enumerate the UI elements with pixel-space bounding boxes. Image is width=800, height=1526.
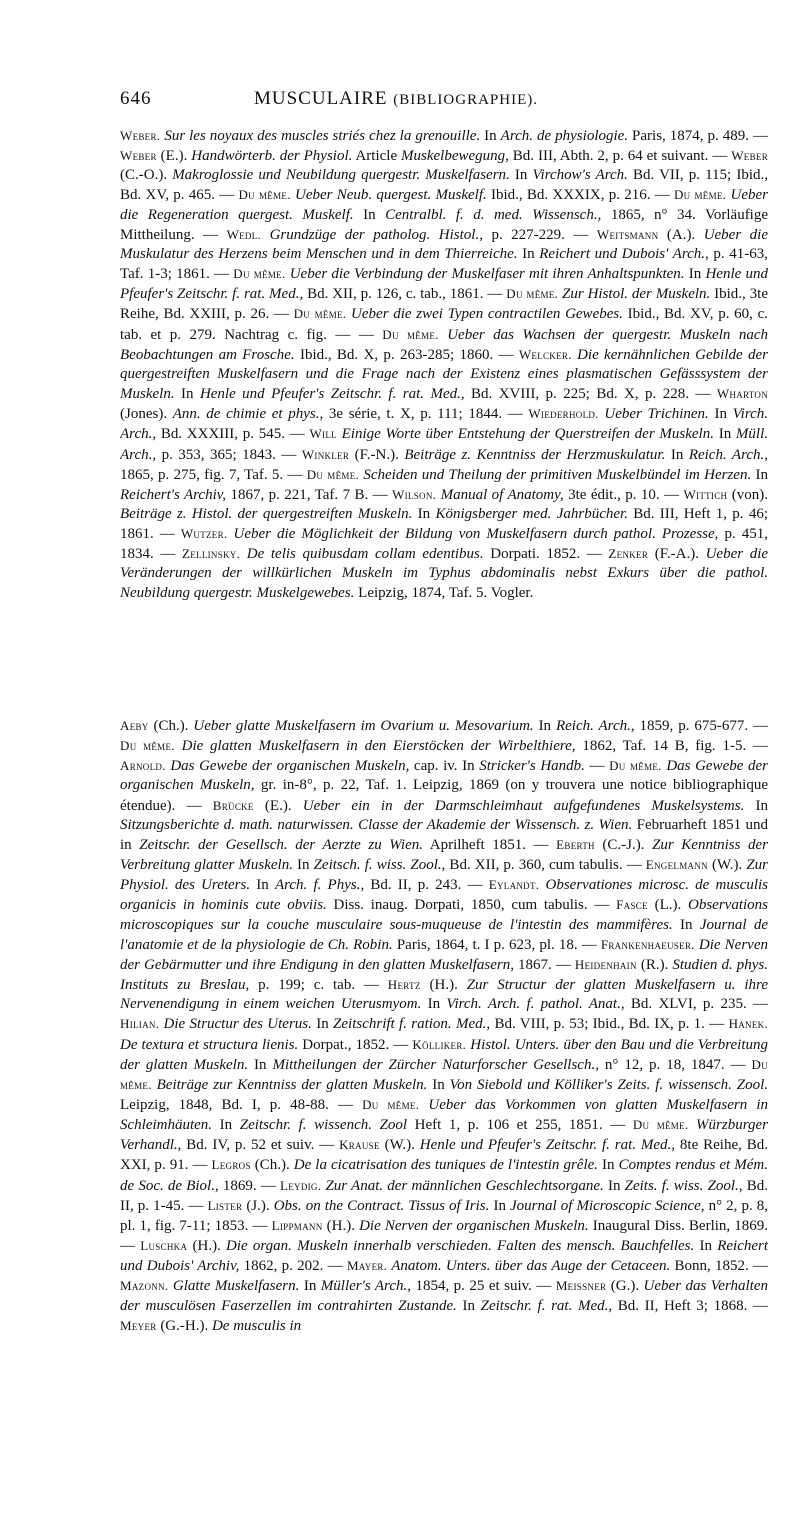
citation-text: 3te édit., p. 10. — bbox=[563, 486, 684, 503]
citation-text: (C.-J.). bbox=[594, 836, 653, 853]
citation-text: Dorpati. 1852. — bbox=[483, 546, 609, 563]
author-name: Kölliker. bbox=[412, 1036, 467, 1052]
author-name: Wharton bbox=[716, 386, 768, 402]
citation-text: (J.). bbox=[242, 1197, 274, 1214]
citation-title: Journal of Microscopic Science, bbox=[510, 1197, 705, 1214]
citation-title: Grundzüge der patholog. Histol., bbox=[261, 226, 483, 243]
author-name: Hilian. bbox=[120, 1016, 160, 1032]
author-name: Welcker. bbox=[518, 346, 572, 362]
author-name: Meissner bbox=[555, 1278, 607, 1294]
page-number: 646 bbox=[120, 88, 152, 109]
citation-text: In bbox=[744, 797, 768, 814]
citation-title: Die Nerven der Gebärmutter und ihre Endigung in den glatten Muskelfasern, bbox=[120, 936, 768, 973]
citation-text: 3e série, t. X, p. 111; 1844. — bbox=[323, 406, 529, 423]
citation-title: Zeits. f. wiss. Zool., bbox=[624, 1177, 743, 1194]
citation-text: p. 199; c. tab. — bbox=[249, 977, 388, 994]
citation-text: 1859, p. 675-677. — bbox=[634, 718, 768, 734]
citation-title: Scheiden und Theilung der primitiven Muskelbündel im Herzen. bbox=[359, 466, 752, 483]
citation-text: In bbox=[713, 426, 736, 443]
citation-text: In bbox=[708, 406, 733, 423]
citation-text: Inaugural Diss. Berlin, 1869. — bbox=[120, 1217, 768, 1255]
citation-text: Leipzig, 1848, Bd. I, p. 48-88. — bbox=[120, 1096, 363, 1113]
citation-text: Ibid., Bd. X, p. 263-285; 1860. — bbox=[294, 346, 519, 363]
citation-text: (F.-N.). bbox=[349, 446, 405, 463]
author-name: Krause bbox=[339, 1137, 380, 1153]
author-name: Weber bbox=[120, 148, 157, 164]
bibliography-block-smooth-muscle bbox=[120, 716, 768, 1506]
citation-title: Sitzungsberichte d. math. naturwissen. Classe der Akademie der Wissensch. z. Wien. bbox=[120, 816, 633, 833]
citation-title: Handwörterb. der Physiol. bbox=[191, 148, 353, 165]
citation-text: Bd. XLVI, p. 235. — bbox=[624, 996, 768, 1013]
citation-title: Studien d. phys. Instituts zu Breslau, bbox=[120, 956, 768, 994]
citation-title: Ueber die Muskulatur des Herzens beim Menschen und in dem Thierreiche. bbox=[120, 226, 768, 262]
citation-text: In bbox=[598, 1157, 619, 1174]
citation-title: Muskelbewegung, bbox=[401, 148, 509, 165]
citation-text: In bbox=[517, 245, 540, 262]
citation-text: Bd. VII, p. 115; Ibid., Bd. XV, p. 465. — bbox=[120, 167, 768, 204]
citation-text: Bd. II, p. 1-45. — bbox=[120, 1177, 768, 1214]
citation-title: De musculis in bbox=[211, 1317, 302, 1334]
citation-title: Reich. Arch., bbox=[688, 446, 768, 463]
citation-text: In bbox=[751, 466, 768, 483]
citation-title: Obs. on the Contract. Tissus of Iris. bbox=[273, 1197, 490, 1214]
citation-text: Paris, 1874, p. 489. — bbox=[628, 128, 768, 144]
citation-title: Beiträge zur Kenntniss der glatten Muskeln. bbox=[151, 1076, 428, 1093]
citation-text: In bbox=[665, 446, 689, 463]
section-subtitle: (BIBLIOGRAPHIE). bbox=[393, 92, 539, 108]
author-name: Du même. bbox=[120, 738, 175, 754]
author-name: Arnold. bbox=[120, 758, 166, 774]
citation-title: Ueber das Verhalten der musculösen Faserzellen im contrahirten Zustande. bbox=[120, 1278, 768, 1314]
author-name: Du même. bbox=[238, 187, 291, 203]
citation-text: n° 2, p. 8, pl. 1, fig. 7-11; 1853. — bbox=[120, 1197, 768, 1234]
author-name: Du même. bbox=[306, 466, 360, 482]
citation-text: Diss. inaug. Dorpati, 1850, cum tabulis. — bbox=[326, 897, 617, 914]
citation-text: Ibid., Bd. XXXIX, p. 216. — bbox=[486, 187, 674, 204]
citation-text: In bbox=[489, 1197, 511, 1214]
author-name: Will bbox=[309, 426, 337, 442]
citation-title: De textura et structura lienis. bbox=[120, 1036, 299, 1053]
citation-text: Bd. XII, p. 360, cum tabulis. — bbox=[445, 857, 646, 874]
author-name: Du même. bbox=[120, 1056, 768, 1092]
citation-text: 1867. — bbox=[513, 956, 575, 973]
citation-title: Ann. de chimie et phys., bbox=[172, 406, 324, 423]
citation-text: (Ch.). bbox=[148, 718, 194, 734]
author-name: Hertz bbox=[387, 977, 421, 993]
citation-text: (G.-H.). bbox=[156, 1317, 212, 1334]
author-name: Wiederhold. bbox=[528, 406, 599, 422]
citation-text: Dorpat., 1852. — bbox=[298, 1036, 413, 1053]
author-name: Du même. bbox=[506, 286, 559, 302]
citation-title: Virch. Arch. f. pathol. Anat., bbox=[446, 996, 625, 1013]
citation-title: Ueber die Veränderungen der willkürlichen Muskeln im Typhus abdominalis nebst Exkurs über die pathol. Neubildung quergestr. Muskelgewebes. bbox=[120, 546, 768, 601]
citation-title: Zeitschrift f. ration. Med., bbox=[333, 1016, 491, 1033]
citation-text: 1869. — bbox=[218, 1177, 280, 1194]
citation-text: In bbox=[311, 1016, 334, 1033]
citation-text: 1862, Taf. 14 B, fig. 1-5. — bbox=[575, 738, 768, 755]
citation-text: In bbox=[533, 718, 556, 734]
citation-text: In bbox=[672, 916, 700, 933]
citation-title: Ueber die Regeneration quergest. Muskelf. bbox=[120, 187, 768, 223]
citation-title: Manual of Anatomy, bbox=[436, 486, 564, 503]
author-name: Zenker bbox=[608, 546, 649, 562]
citation-title: Reich. Arch., bbox=[555, 718, 635, 734]
citation-title: De la cicatrisation des tuniques de l'intestin grêle. bbox=[293, 1157, 599, 1174]
citation-text: (A.). bbox=[658, 226, 704, 243]
citation-text: p. 451, 1834. — bbox=[120, 526, 768, 563]
citation-title: Zur Histol. der Muskeln. bbox=[558, 286, 711, 303]
author-name: Hanek. bbox=[728, 1016, 768, 1032]
citation-title: Zeitsch. f. wiss. Zool., bbox=[313, 857, 446, 874]
citation-text: Bd. XXXIII, p. 545. — bbox=[156, 426, 310, 443]
author-name: Aeby bbox=[120, 718, 149, 733]
author-name: Lippmann bbox=[271, 1217, 323, 1233]
author-name: Lister bbox=[207, 1197, 243, 1213]
page-title bbox=[254, 88, 538, 110]
citation-text: Ibid., 3te Reihe, Bd. XXIII, p. 26. — bbox=[120, 286, 768, 323]
author-name: Wutzer. bbox=[180, 526, 228, 542]
citation-title: De telis quibusdam collam edentibus. bbox=[240, 546, 484, 563]
author-name: Frankenhaeuser. bbox=[600, 936, 695, 952]
citation-title: Ueber die Möglichkeit der Bildung von Muskelfasern durch pathol. Prozesse, bbox=[227, 526, 719, 543]
citation-text: Bd. II, Heft 3; 1868. — bbox=[612, 1297, 768, 1314]
citation-title: Die Structur des Uterus. bbox=[159, 1016, 312, 1033]
citation-title: Makroglossie und Neubildung quergestr. Muskelfasern. bbox=[172, 167, 510, 184]
citation-title: Die kernähnlichen Gebilde der quergestreiften Muskelfasern und die Frage nach der Existenz eines plasmatischen Gefässsystem der Muskeln. bbox=[120, 346, 768, 403]
citation-text: In bbox=[603, 1177, 625, 1194]
citation-title: Zeitschr. f. wissench. Zool bbox=[239, 1117, 408, 1134]
author-name: Weber bbox=[731, 148, 768, 164]
citation-title: Arch. de physiologie. bbox=[500, 128, 629, 144]
citation-text: 1865, p. 275, fig. 7, Taf. 5. — bbox=[120, 466, 307, 483]
citation-title: Arch. f. Phys., bbox=[274, 877, 365, 894]
citation-text: In bbox=[353, 206, 386, 223]
citation-text: In bbox=[412, 505, 436, 522]
citation-title: Würzburger Verhandl., bbox=[120, 1117, 768, 1154]
citation-title: Histol. Unters. über den Bau und die Verbreitung der glatten Muskeln. bbox=[120, 1036, 768, 1073]
author-name: Eylandt. bbox=[488, 877, 540, 893]
citation-title: Mittheilungen der Zürcher Naturforscher Gesellsch., bbox=[272, 1056, 599, 1073]
citation-title: Observations microscopiques sur la couche musculaire sous-muqueuse de l'intestin des mammifères. bbox=[120, 897, 768, 933]
citation-title: Zur Kenntniss der Verbreitung glatter Muskeln. bbox=[120, 836, 768, 874]
citation-text: (Jones). bbox=[120, 406, 173, 423]
citation-title: Ueber Trichinen. bbox=[598, 406, 709, 423]
citation-title: Die glatten Muskelfasern in den Eierstöcken der Wirbelthiere, bbox=[174, 738, 576, 755]
citation-text: In bbox=[292, 857, 314, 874]
citation-text: Heft 1, p. 106 et 255, 1851. — bbox=[407, 1117, 633, 1134]
citation-text: In bbox=[427, 1076, 450, 1093]
citation-title: Das Gewebe der organischen Muskeln, bbox=[120, 758, 768, 794]
citation-title: Beiträge z. Histol. der quergestreiften Muskeln. bbox=[120, 505, 413, 522]
citation-text: Februarheft 1851 und in bbox=[120, 816, 768, 853]
citation-text: 8te Reihe, Bd. XXI, p. 91. — bbox=[120, 1137, 768, 1174]
author-name: Legros bbox=[211, 1157, 251, 1173]
citation-title: Ueber glatte Muskelfasern im Ovarium u. Mesovarium. bbox=[193, 718, 534, 734]
citation-title: Die organ. Muskeln innerhalb verschieden. Falten des mensch. Bauchfelles. bbox=[226, 1238, 695, 1255]
citation-title: Beiträge z. Kenntniss der Herzmuskulatur. bbox=[404, 446, 666, 463]
citation-text: (W.). bbox=[379, 1137, 420, 1154]
citation-text: In bbox=[299, 1278, 321, 1295]
citation-title: Ueber das Vorkommen von glatten Muskelfasern in Schleimhäuten. bbox=[120, 1096, 768, 1134]
citation-title: Einige Worte über Entstehung der Querstreifen der Muskeln. bbox=[336, 426, 714, 443]
citation-text: (H.). bbox=[322, 1217, 360, 1234]
citation-text: n° 12, p. 18, 1847. — bbox=[598, 1056, 752, 1073]
author-name: Du même. bbox=[609, 758, 662, 774]
citation-text: In bbox=[250, 877, 275, 894]
author-name: Meyer bbox=[120, 1317, 157, 1333]
citation-text: Article bbox=[352, 148, 402, 165]
author-name: Mazonn. bbox=[120, 1278, 169, 1294]
citation-title: Centralbl. f. d. med. Wissensch., bbox=[385, 206, 602, 223]
citation-title: Müll. Arch., bbox=[120, 426, 768, 463]
citation-text: (C.-O.). bbox=[120, 167, 173, 184]
citation-text: Bd. XII, p. 126, c. tab., 1861. — bbox=[303, 286, 507, 303]
author-name: Leydig. bbox=[280, 1177, 322, 1193]
citation-text: Aprilheft 1851. — bbox=[423, 836, 557, 853]
author-name: Weitsmann bbox=[596, 226, 659, 242]
citation-text: (F.-A.). bbox=[648, 546, 706, 563]
citation-title: Journal de l'anatomie et de la physiologie de Ch. Robin. bbox=[120, 916, 768, 953]
citation-title: Reichert's Archiv, bbox=[120, 486, 227, 503]
citation-text: Leipzig, 1874, Taf. 5. Vogler. bbox=[354, 584, 534, 601]
citation-text: In bbox=[509, 167, 533, 184]
citation-text: 1865, n° 34. Vorläufige Mittheilung. — bbox=[120, 206, 768, 243]
citation-title: Ueber Neub. quergest. Muskelf. bbox=[290, 187, 487, 204]
citation-text: (E.). bbox=[253, 797, 303, 814]
citation-title: Königsberger med. Jahrbücher. bbox=[435, 505, 628, 522]
citation-text: 1862, p. 202. — bbox=[239, 1258, 347, 1275]
citation-title: Die Nerven der organischen Muskeln. bbox=[359, 1217, 589, 1234]
citation-title: Zeitschr. f. rat. Med., bbox=[480, 1297, 613, 1314]
citation-text: Bd. VIII, p. 53; Ibid., Bd. IX, p. 1. — bbox=[490, 1016, 729, 1033]
citation-title: Reichert und Dubois' Archiv, bbox=[120, 1238, 768, 1275]
citation-title: Ueber das Wachsen der quergestr. Muskeln nach Beobachtungen am Frosche. bbox=[120, 326, 768, 363]
citation-text: In bbox=[456, 1297, 481, 1314]
citation-text: (Ch.). bbox=[250, 1157, 294, 1174]
citation-text: (H.). bbox=[420, 977, 467, 994]
section-title: MUSCULAIRE bbox=[254, 88, 388, 109]
author-name: Du même. bbox=[233, 266, 286, 282]
citation-text: In bbox=[212, 1117, 240, 1134]
citation-title: Sur les noyaux des muscles striés chez la grenouille. bbox=[160, 128, 481, 144]
citation-title: Henle und Pfeufer's Zeitschr. f. rat. Med., bbox=[199, 386, 465, 403]
author-name: Eberth bbox=[556, 836, 595, 852]
citation-title: Müller's Arch., bbox=[320, 1278, 411, 1295]
citation-text: Bd. III, Heft 1, p. 46; 1861. — bbox=[120, 505, 768, 543]
author-name: Wedl. bbox=[226, 226, 262, 242]
citation-title: Zur Structur der glatten Muskelfasern u. ihre Nervenendigung in einem weichen Uterusmyom. bbox=[120, 977, 768, 1013]
citation-title: Virchow's Arch. bbox=[532, 167, 628, 184]
citation-title: Ueber die Verbindung der Muskelfaser mit ihren Anhaltspunkten. bbox=[285, 266, 685, 283]
citation-text: Ibid., Bd. XV, p. 60, c. tab. et p. 279. Nachtrag c. fig. — — bbox=[120, 306, 768, 343]
citation-text: Bd. III, Abth. 2, p. 64 et suivant. — bbox=[508, 148, 732, 165]
author-name: Du même. bbox=[673, 187, 727, 203]
author-name: Luschka bbox=[140, 1238, 188, 1254]
citation-text: p. 353, 365; 1843. — bbox=[156, 446, 302, 463]
citation-text: cap. iv. In bbox=[409, 758, 480, 775]
author-name: Zellinsky. bbox=[181, 546, 241, 562]
citation-text: In bbox=[174, 386, 200, 403]
author-name: Mayer. bbox=[346, 1258, 388, 1274]
citation-text: In bbox=[684, 266, 706, 283]
citation-text: (W.). bbox=[707, 857, 747, 874]
citation-title: Reichert und Dubois' Arch., bbox=[539, 245, 709, 262]
citation-text: Bonn, 1852. — bbox=[670, 1258, 768, 1275]
citation-title: Henle und Pfeufer's Zeitschr. f. rat. Med., bbox=[120, 266, 768, 303]
citation-title: Von Siebold und Kölliker's Zeits. f. wissensch. Zool. bbox=[449, 1076, 768, 1093]
citation-title: Zeitschr. der Gesellsch. der Aerzte zu Wien. bbox=[139, 836, 424, 853]
citation-text: (E.). bbox=[156, 148, 192, 165]
citation-text: (H.). bbox=[187, 1238, 227, 1255]
citation-title: Henle und Pfeufer's Zeitschr. f. rat. Med., bbox=[419, 1137, 676, 1154]
citation-text: p. 227-229. — bbox=[482, 226, 597, 243]
citation-title: Das Gewebe der organischen Muskeln, bbox=[165, 758, 410, 775]
citation-text: (G.). bbox=[606, 1278, 644, 1295]
citation-text: In bbox=[421, 996, 447, 1013]
citation-text: In bbox=[248, 1056, 273, 1073]
author-name: Du même. bbox=[293, 306, 347, 322]
author-name: Du même. bbox=[382, 326, 439, 342]
citation-title: Glatte Muskelfasern. bbox=[168, 1278, 300, 1295]
author-name: Fasce bbox=[616, 897, 648, 913]
citation-text: gr. in-8°, p. 22, Taf. 1. Leipzig, 1869 (on y trouvera une notice bibliographique étendue). — bbox=[120, 777, 768, 814]
citation-text: Paris, 1864, t. I p. 623, pl. 18. — bbox=[392, 936, 601, 953]
citation-title: Anatom. Unters. über das Auge der Cetaceen. bbox=[387, 1258, 671, 1275]
citation-title: Zur Anat. der männlichen Geschlechtsorgane. bbox=[321, 1177, 604, 1194]
citation-text: (R.). bbox=[636, 956, 673, 973]
citation-title: Stricker's Handb. bbox=[479, 758, 585, 775]
author-name: Wittich bbox=[683, 486, 728, 502]
author-name: Wilson. bbox=[392, 486, 437, 502]
citation-text: 1854, p. 25 et suiv. — bbox=[410, 1278, 556, 1295]
citation-text: (L.). bbox=[647, 897, 688, 914]
author-name: Weber. bbox=[120, 128, 161, 143]
author-name: Du même. bbox=[362, 1096, 420, 1112]
bibliography-block-w-z bbox=[120, 126, 768, 696]
author-name: Engelmann bbox=[645, 857, 708, 873]
citation-text: Bd. XVIII, p. 225; Bd. X, p. 228. — bbox=[464, 386, 717, 403]
citation-text: Bd. IV, p. 52 et suiv. — bbox=[181, 1137, 340, 1154]
citation-text: — bbox=[584, 758, 610, 775]
citation-text: (von). bbox=[727, 486, 768, 503]
running-header bbox=[120, 88, 770, 112]
citation-text: In bbox=[480, 128, 501, 144]
author-name: Winkler bbox=[301, 446, 350, 462]
citation-text: In bbox=[694, 1238, 718, 1255]
author-name: Heidenhain bbox=[574, 956, 637, 972]
citation-title: Ueber ein in der Darmschleimhaut aufgefundenes Muskelsystems. bbox=[302, 797, 745, 814]
author-name: Brücke bbox=[212, 797, 254, 813]
author-name: Du même. bbox=[632, 1117, 689, 1133]
citation-text: p. 41-63, Taf. 1-3; 1861. — bbox=[120, 245, 768, 283]
citation-title: Ueber die zwei Typen contractilen Gewebes. bbox=[346, 306, 623, 323]
citation-text: Bd. II, p. 243. — bbox=[364, 877, 489, 894]
citation-title: Observationes microsc. de musculis organicis in hominis cute obviis. bbox=[120, 877, 768, 914]
citation-title: Zur Physiol. des Ureters. bbox=[120, 857, 768, 894]
citation-text: 1867, p. 221, Taf. 7 B. — bbox=[226, 486, 393, 503]
citation-title: Comptes rendus et Mém. de Soc. de Biol., bbox=[120, 1157, 768, 1194]
citation-title: Virch. Arch., bbox=[120, 406, 768, 443]
